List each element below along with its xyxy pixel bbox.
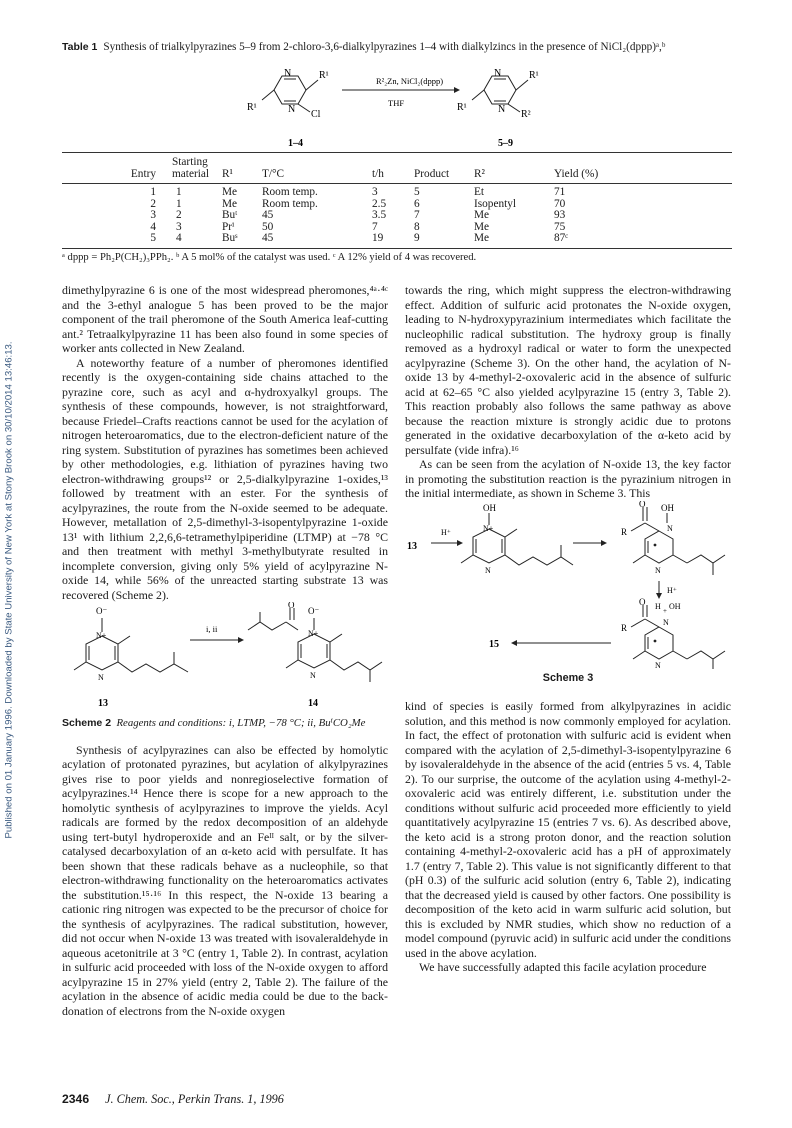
scheme3-n-bottom-3: N: [655, 660, 661, 670]
header-entry: Entry: [130, 168, 156, 180]
scheme-3-caption: Scheme 3: [542, 671, 594, 684]
right-column: [405, 283, 731, 975]
table-row: [62, 233, 732, 248]
cell-r1: Buˢ: [222, 232, 238, 244]
scheme3-r-3: R: [621, 622, 628, 633]
solvent-label: THF: [388, 98, 405, 108]
cell-product: 8: [414, 220, 420, 233]
scheme3-oh-1: OH: [483, 502, 496, 513]
scheme2-n-plus-13: N+: [96, 631, 107, 640]
cell-r2: Isopentyl: [474, 197, 517, 210]
download-stamp-text: Published on 01 January 1996. Downloaded by State University of New York at Stony Brook on 30/10/2014 13:46:13.: [3, 341, 15, 839]
scheme3-arrowhead-4: [511, 640, 517, 646]
table-row: [62, 222, 732, 234]
scheme3-plus-3: +: [663, 606, 667, 615]
scheme3-intermediate-3: [631, 605, 725, 669]
left-paragraph-1: dimethylpyrazine 6 is one of the most widespread pheromones,⁴ᵃ·⁴ᶜ and the 3-ethyl analogue 5 has been proved to be the major component of the trail pheromone of the South America leaf-cutting ant.² Tetraalkylpyrazine 11 has been also found in some species of worker ants collected in New Zealand.: [62, 283, 388, 355]
scheme-2: [62, 602, 388, 731]
cell-r1: Me: [222, 186, 238, 198]
scheme-2-conditions-text: Reagents and conditions: i, LTMP, −78 °C; ii, BuⁱCO₂Me: [116, 717, 366, 729]
table-1-data: [62, 152, 732, 249]
compound-13-label: 13: [98, 698, 108, 709]
scheme3-o-3: O: [639, 596, 646, 607]
product-n-bottom: N: [498, 104, 506, 115]
table-row: [62, 184, 732, 199]
cell-r2: Me: [474, 232, 490, 244]
start-r1-top: R¹: [319, 70, 329, 81]
cell-r1: Me: [222, 197, 238, 210]
scheme3-oh-3: OH: [669, 601, 681, 611]
product-r1-left: R¹: [457, 102, 467, 113]
cell-time: 2.5: [372, 197, 387, 210]
scheme3-proton-2: H⁺: [667, 585, 677, 595]
header-r1: R¹: [222, 168, 233, 180]
left-paragraph-2: A noteworthy feature of a number of pheromones identified recently is the oxygen-containing side chains attached to the pyrazine core, such as acyl and α-hydroxyalkyl groups. The synthesis of these compounds, however, is not straightforward, because Friedel–Crafts reactions cannot be used for the acylation of nitrogen heteroaromatics, due to the electron-deficient nature of the ring system. Substitution of pyrazines has sometimes been achieved by other methodologies, e.g. lithiation of pyrazines having two electron-withdrawing groups¹² or 2,5-dialkylpyrazine 1-oxides,¹³ followed by treatment with an ester. For the synthesis of acylpyrazines, the route from the N-oxide seemed to be adequate. However, metallation of 2,5-dimethyl-3-isopentylpyrazine 1-oxide 13¹ with lithium 2,2,6,6-tetramethylpiperidine (LTMP) at −78 °C and then treatment with methyl 3-methylbutyrate resulted in incomplete conversion, giving only 5% yield of acylpyrazine N-oxide 14, while 56% of the unreacted starting substrate 13 was recovered (Scheme 2).: [62, 355, 388, 602]
cell-product: 9: [414, 232, 420, 244]
scheme3-product-label: 15: [489, 638, 499, 650]
start-n-top: N: [284, 68, 292, 79]
cell-entry: 3: [150, 209, 156, 221]
scheme3-n-plus-1: N+: [483, 523, 494, 533]
start-cl: Cl: [311, 109, 321, 120]
cell-yield: 75: [554, 220, 566, 233]
scheme3-arrowhead-1: [457, 540, 463, 546]
header-product: Product: [414, 168, 450, 180]
reaction-arrowhead: [454, 87, 460, 93]
compound-14-label: 14: [308, 698, 318, 709]
cell-time: 7: [372, 220, 378, 233]
cell-time: 3: [372, 186, 378, 198]
table-row: [62, 210, 732, 222]
scheme2-arrowhead: [238, 637, 244, 643]
scheme2-n-plus-14: N+: [308, 629, 319, 638]
start-compound-label: 1–4: [288, 138, 303, 149]
cell-starting-material: 1: [176, 197, 182, 210]
cell-yield: 71: [554, 186, 566, 198]
reagents-label: R²₂Zn, NiCl₂(dppp): [376, 76, 444, 86]
scheme3-r-2: R: [621, 526, 628, 537]
scheme2-carbonyl-o: O: [288, 602, 295, 610]
scheme3-h-3: H: [655, 601, 661, 611]
cell-yield: 93: [554, 209, 566, 221]
scheme3-arrowhead-3: [656, 593, 662, 599]
header-starting-material: Starting material: [172, 156, 210, 180]
right-paragraph-3: kind of species is easily formed from alkylpyrazines in acidic solution, and this method is now commonly employed for acylation. In fact, the effect of protonation with sulfuric acid is evident when compared with the acylation of 2,5-dimethyl-3-isopentylpyrazine 6 by isovaleraldehyde in the absence of the acid (entries 5 vs. 4, Table 2). To our surprise, the outcome of the acylation using 4-methyl-2-oxovaleric acid was entirely different, i.e. substitution under the conditions without sulfuric acid proceeded more efficiently to yield quantitatively acylpyrazine 15 (entries 7 vs. 6). As described above, the keto acid is a strong proton donor, and the reaction solution containing 4-methyl-2-oxovaleric acid has a pH of approximately 1.7 (entry 7, Table 2). This value is not significantly different to that (pH 0.3) of the sulfuric acid solution (entry 6, Table 2), indicating that the decreased yield is caused by other factors. One possibility is decomposition of the keto acid in warm sulfuric acid solution, but this is excluded by NMR studies, which show no reduction of a model compound (pyruvic acid) in sulfuric acid under the conditions used in the above acylation.: [405, 699, 731, 960]
header-temperature: T/°C: [262, 168, 285, 180]
cell-starting-material: 2: [176, 209, 182, 221]
cell-r1: Prⁱ: [222, 220, 235, 233]
start-n-bottom: N: [288, 104, 296, 115]
left-paragraph-3: Synthesis of acylpyrazines can also be effected by homolytic acylation of protonated pyrazines, but acylation of alkylpyrazines gives rise to poor yields and nonregioselective formation of acylpyrazines.¹⁴ Hence there is scope for a new approach to the homolytic synthesis of acylpyrazines to improve the yields. Acyl radicals are formed by the redox decomposition of an aldehyde using tert-butyl hydroperoxide and an Feᴵᴵ salt, or by the silver-catalysed decarboxylation of an α-keto acid with persulfate. It has been shown that these radicals behave as a nucleophile, so that electron-withdrawing functionality on the heteroaromatics activates the substitution.¹⁵·¹⁶ In this respect, the N-oxide 13 bearing a cationic ring nitrogen was expected to be the precursor of choice for the synthesis of acylpyrazines. The radical substitution, however, did not occur when N-oxide 13 was treated with isovaleraldehyde in aqueous acetonitrile at 3 °C (entry 1, Table 2). In contrast, acylation in sulfuric acid proceeded with loss of the N-oxide oxygen to afford acylpyrazine 15 in 27% yield (entry 2, Table 2). The failure of the acylation in the absence of acidic media could be due to the back-donation of electrons from the N-oxide oxygen: [62, 742, 388, 1018]
header-yield: Yield (%): [554, 168, 599, 180]
scheme3-o-2: O: [639, 500, 646, 509]
scheme3-proton-1: H⁺: [441, 527, 451, 537]
table-header-row: [62, 153, 732, 184]
scheme-2-label: Scheme 2: [62, 717, 112, 729]
left-column: [62, 283, 388, 1018]
cell-r1: Buᵗ: [222, 209, 238, 221]
radical-dot-2: [654, 639, 657, 642]
table-1: [62, 40, 732, 263]
table-caption: [62, 40, 732, 54]
cell-time: 19: [372, 232, 384, 244]
product-n-top: N: [494, 68, 502, 79]
scheme-2-caption: [62, 716, 388, 731]
table-row: [62, 199, 732, 211]
cell-entry: 1: [150, 186, 156, 198]
scheme3-n-top-3: N: [663, 617, 669, 627]
cell-yield: 87ᶜ: [554, 232, 569, 244]
scheme2-conditions: i, ii: [206, 624, 218, 634]
product-compound-label: 5–9: [498, 138, 513, 149]
scheme3-arrowhead-2: [601, 540, 607, 546]
cell-starting-material: 4: [176, 232, 182, 244]
scheme2-o-minus-14: O⁻: [308, 606, 320, 616]
cell-time: 3.5: [372, 209, 387, 221]
scheme2-n-14: N: [310, 671, 316, 680]
scheme2-o-minus-13: O⁻: [96, 606, 108, 616]
scheme-3-svg: [405, 501, 731, 671]
cell-temperature: 50: [262, 220, 274, 233]
radical-dot-1: [654, 543, 657, 546]
header-r2: R²: [474, 168, 485, 180]
table-label: Table 1: [62, 41, 98, 53]
scheme3-n-bottom-2: N: [655, 565, 661, 575]
cell-entry: 5: [150, 232, 156, 244]
scheme3-oh-2: OH: [661, 502, 674, 513]
scheme2-n-13: N: [98, 673, 104, 682]
scheme3-intermediate-2: [631, 507, 725, 575]
page-footer: [62, 1092, 284, 1107]
cell-temperature: Room temp.: [262, 197, 318, 210]
scheme-3: [405, 501, 731, 686]
cell-r2: Me: [474, 209, 490, 221]
page-number: 2346: [62, 1092, 90, 1106]
reaction-scheme: [62, 54, 732, 150]
cell-r2: Et: [474, 186, 485, 198]
scheme3-intermediate-1: [461, 513, 573, 565]
cell-entry: 4: [150, 220, 156, 233]
cell-starting-material: 1: [176, 186, 182, 198]
product-r2: R²: [521, 109, 531, 120]
right-paragraph-1: towards the ring, which might suppress the electron-withdrawing effect. Addition of sulfuric acid protonates the N-oxide oxygen, leading to N-hydroxypyrazinium intermediates which facilitate the nucleophilic radical substitution. The hydroxy group is finally removed as a hydroxyl radical or water to form the unexpected acylpyrazine (Scheme 3). On the other hand, the acylation of N-oxide 13 by 4-methyl-2-oxovaleric acid in the absence of sulfuric acid at 62–65 °C also yielded acylpyrazine 15 (entry 3, Table 2). This reaction probably also follows the same pathway as above because the reaction mixture is strongly acidic due to protons generated in the oxidative decarboxylation of the α-keto acid by persulfate (vide infra).¹⁶: [405, 283, 731, 457]
table-footnote: ᵃ dppp = Ph₂P(CH₂)₃PPh₂. ᵇ A 5 mol% of the catalyst was used. ᶜ A 12% yield of 4 was recovered.: [62, 251, 477, 263]
product-r1-top: R¹: [529, 70, 539, 81]
start-r1-left: R¹: [247, 102, 257, 113]
right-paragraph-4: We have successfully adapted this facile acylation procedure: [419, 960, 707, 974]
download-stamp: [2, 180, 16, 1000]
right-paragraph-2: As can be seen from the acylation of N-oxide 13, the key factor in promoting the substitution reaction is the pyrazinium nitrogen in the initial intermediate, as shown in Scheme 3. This: [405, 457, 731, 500]
scheme3-n-top-2: N: [667, 523, 673, 533]
cell-entry: 2: [150, 197, 156, 210]
cell-temperature: 45: [262, 232, 274, 244]
cell-product: 7: [414, 209, 420, 221]
cell-product: 6: [414, 197, 420, 210]
scheme3-n-1: N: [485, 565, 491, 575]
cell-temperature: 45: [262, 209, 274, 221]
scheme3-start-label: 13: [407, 540, 417, 552]
table-caption-text: Synthesis of trialkylpyrazines 5–9 from 2-chloro-3,6-dialkylpyrazines 1–4 with dialkylzincs in the presence of NiCl₂(dppp)ᵃ,ᵇ: [103, 41, 666, 53]
header-time: t/h: [372, 168, 384, 180]
cell-product: 5: [414, 186, 420, 198]
journal-citation: J. Chem. Soc., Perkin Trans. 1, 1996: [105, 1092, 284, 1106]
cell-starting-material: 3: [176, 220, 182, 233]
compound-13-structure: [74, 618, 188, 672]
cell-r2: Me: [474, 220, 490, 233]
reaction-svg: [62, 54, 732, 150]
cell-yield: 70: [554, 197, 566, 210]
scheme-2-svg: [62, 602, 388, 714]
cell-temperature: Room temp.: [262, 186, 318, 198]
